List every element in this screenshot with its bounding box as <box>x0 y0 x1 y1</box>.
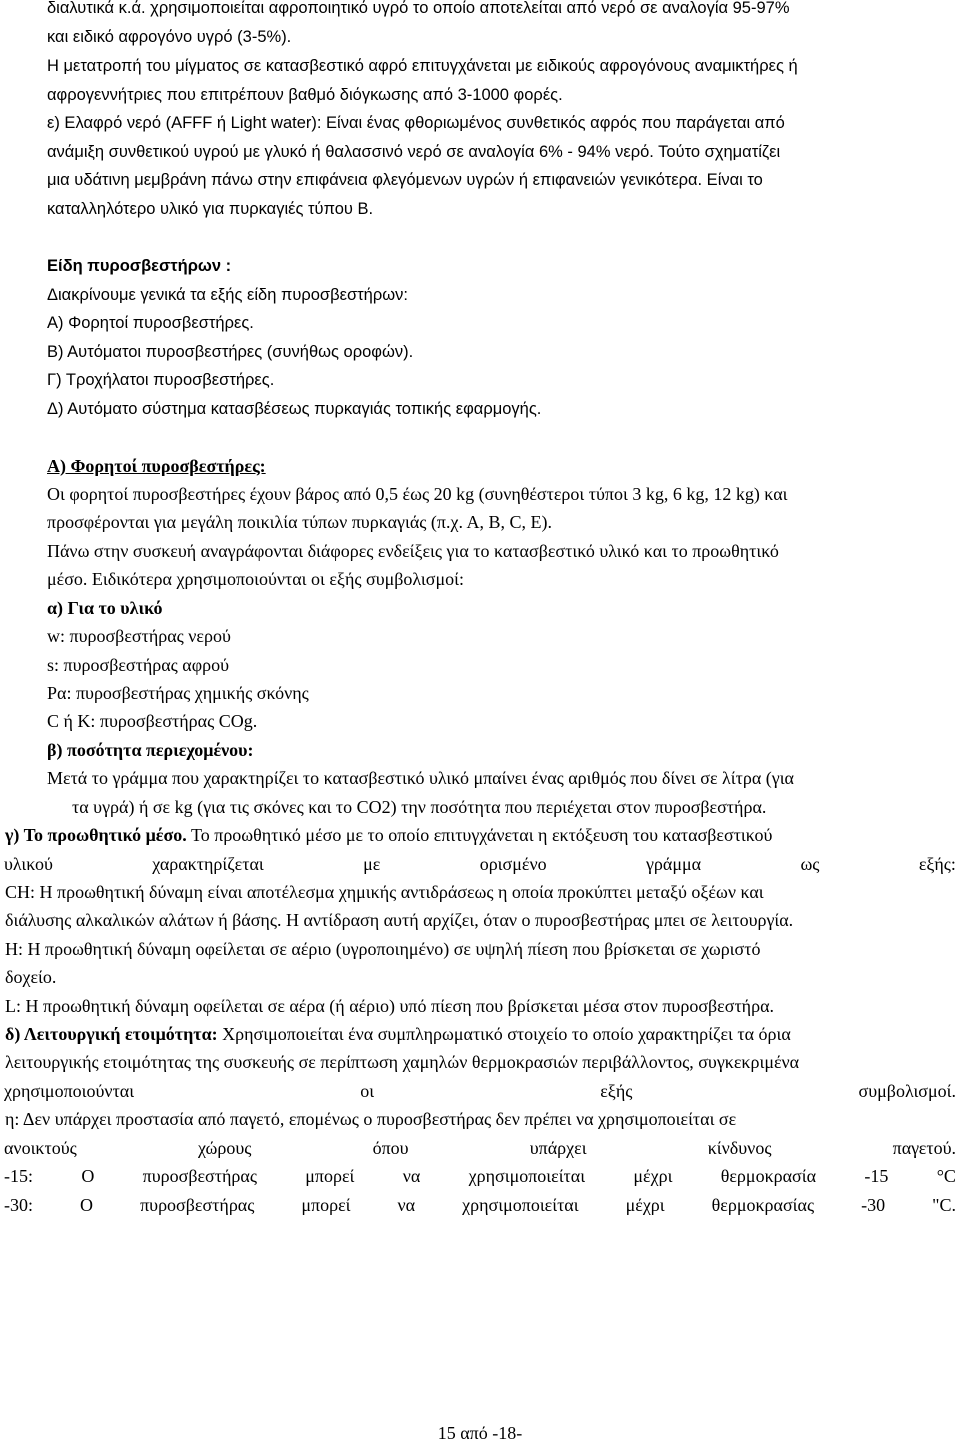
word: -15 <box>864 1166 889 1186</box>
page-number: 15 από -18- <box>437 1423 523 1443</box>
word: υλικού <box>4 854 53 874</box>
word: ως <box>800 854 820 874</box>
text-line: μια υδάτινη μεμβράνη πάνω στην επιφάνεια φλεγόμενων υγρών ή επιφανειών γενικότερα. Είναι το <box>47 171 763 189</box>
text-line: s: πυροσβεστήρας αφρού <box>47 655 230 675</box>
word: μέχρι <box>633 1166 673 1186</box>
text-line: προσφέρονται για μεγάλη ποικιλία τύπων πυρκαγιάς (π.χ. Α, Β, C, Ε). <box>47 512 552 532</box>
word: παγετού. <box>892 1138 956 1158</box>
text-line: Διακρίνουμε γενικά τα εξής είδη πυροσβεστήρων: <box>47 286 408 304</box>
list-item: Δ) Αυτόματο σύστημα κατασβέσεως πυρκαγιάς τοπικής εφαρμογής. <box>47 400 542 418</box>
word: -30 <box>861 1195 886 1215</box>
word: θερμοκρασίας <box>711 1195 815 1215</box>
word: συμβολισμοί. <box>858 1081 956 1101</box>
list-item: Α) Φορητοί πυροσβεστήρες. <box>47 314 254 332</box>
text-line: Η: Η προωθητική δύναμη οφείλεται σε αέριο (υγροποιημένο) σε υψηλή πίεση που βρίσκεται σε χωριστό <box>5 939 761 959</box>
word: μπορεί <box>305 1166 355 1186</box>
text-line: Οι φορητοί πυροσβεστήρες έχουν βάρος από 0,5 έως 20 kg (συνηθέστεροι τύποι 3 kg, 6 kg, 12 kg) και <box>47 484 788 504</box>
text-line: w: πυροσβεστήρας νερού <box>47 626 231 646</box>
word: με <box>363 854 381 874</box>
text-line: λειτουργικής ετοιμότητας της συσκευής σε περίπτωση χαμηλών θερμοκρασιών περιβάλλοντος, συγκεκριμένα <box>5 1052 800 1072</box>
word: γράμμα <box>645 854 702 874</box>
justified-line <box>4 1165 956 1187</box>
word: χαρακτηρίζεται <box>152 854 264 874</box>
word: °C <box>936 1166 956 1186</box>
subheading: β) ποσότητα περιεχομένου: <box>47 740 254 760</box>
text-line: Ρα: πυροσβεστήρας χημικής σκόνης <box>47 683 309 703</box>
subheading: γ) Το προωθητικό μέσο. <box>5 825 187 845</box>
word: μπορεί <box>301 1195 351 1215</box>
word: -15: <box>4 1166 33 1186</box>
word: υπάρχει <box>529 1138 587 1158</box>
text-line: Μετά το γράμμα που χαρακτηρίζει το κατασβεστικό υλικό μπαίνει ένας αριθμός που δίνει σε λίτρα (για <box>47 768 794 788</box>
justified-line <box>4 1080 956 1102</box>
text-line: ε) Ελαφρό νερό (AFFF ή Light water): Είναι ένας φθοριωμένος συνθετικός αφρός που παράγεται από <box>47 114 785 132</box>
word: οι <box>360 1081 375 1101</box>
word: χώρους <box>197 1138 252 1158</box>
word: μέχρι <box>625 1195 665 1215</box>
text-line: καταλληλότερο υλικό για πυρκαγιές τύπου Β. <box>47 200 374 218</box>
text-run: Το προωθητικό μέσο με το οποίο επιτυγχάνεται η εκτόξευση του κατασβεστικού <box>190 825 773 845</box>
justified-line <box>4 853 956 875</box>
text-line: Η μετατροπή του μίγματος σε κατασβεστικό αφρό επιτυγχάνεται με ειδικούς αφρογόνους αναμικτήρες ή <box>47 57 798 75</box>
text-line: τα υγρά) ή σε kg (για τις σκόνες και το CO2) την ποσότητα που περιέχεται στον πυροσβεστήρα. <box>72 797 767 817</box>
list-item: Γ) Τροχήλατοι πυροσβεστήρες. <box>47 371 275 389</box>
text-line <box>5 1023 791 1045</box>
text-line: η: Δεν υπάρχει προστασία από παγετό, επομένως ο πυροσβεστήρας δεν πρέπει να χρησιμοποιείται σε <box>5 1109 737 1129</box>
word: κίνδυνος <box>707 1138 772 1158</box>
word: όπου <box>372 1138 409 1158</box>
word: "C. <box>932 1195 956 1215</box>
text-line: δοχείο. <box>5 967 57 987</box>
section-heading: Είδη πυροσβεστήρων : <box>47 257 232 275</box>
word: Ο <box>81 1166 95 1186</box>
justified-line <box>4 1194 956 1216</box>
word: πυροσβεστήρας <box>140 1195 255 1215</box>
text-line <box>5 824 772 846</box>
text-line: CH: Η προωθητική δύναμη είναι αποτέλεσμα χημικής αντιδράσεως η οποία προκύπτει μεταξύ οξέων και <box>5 882 764 902</box>
word: πυροσβεστήρας <box>142 1166 257 1186</box>
subheading: δ) Λειτουργική ετοιμότητα: <box>5 1024 218 1044</box>
text-line: μέσο. Ειδικότερα χρησιμοποιούνται οι εξής συμβολισμοί: <box>47 569 464 589</box>
section-heading: Α) Φορητοί πυροσβεστήρες: <box>47 456 266 476</box>
word: χρησιμοποιείται <box>468 1166 586 1186</box>
text-line: διάλυσης αλκαλικών αλάτων ή βάσης. Η αντίδραση αυτή αρχίζει, όταν ο πυροσβεστήρας μπει σε λειτουργία. <box>5 910 794 930</box>
text-line: ανάμιξη συνθετικού υγρού με γλυκό ή θαλασσινό νερό σε αναλογία 6% - 94% νερό. Τούτο σχηματίζει <box>47 143 781 161</box>
word: ανοικτούς <box>4 1138 77 1158</box>
text-run: Χρησιμοποιείται ένα συμπληρωματικό στοιχείο το οποίο χαρακτηρίζει τα όρια <box>222 1024 791 1044</box>
word: χρησιμοποιούνται <box>4 1081 135 1101</box>
word: Ο <box>80 1195 94 1215</box>
text-line: L: Η προωθητική δύναμη οφείλεται σε αέρα (ή αέριο) υπό πίεση που βρίσκεται μέσα στον πυροσβεστήρα. <box>5 996 775 1016</box>
word: εξής: <box>918 854 956 874</box>
word: εξής <box>600 1081 633 1101</box>
word: ορισμένο <box>479 854 547 874</box>
word: χρησιμοποιείται <box>462 1195 579 1215</box>
word: -30: <box>4 1195 33 1215</box>
justified-line <box>4 1137 956 1159</box>
word: θερμοκρασία <box>720 1166 817 1186</box>
text-line: και ειδικό αφρογόνο υγρό (3-5%). <box>47 28 292 46</box>
text-line: αφρογεννήτριες που επιτρέπουν βαθμό διόγκωσης από 3-1000 φορές. <box>47 86 563 104</box>
list-item: Β) Αυτόματοι πυροσβεστήρες (συνήθως οροφών). <box>47 343 414 361</box>
text-line: C ή Κ: πυροσβεστήρας COg. <box>47 711 258 731</box>
subheading: α) Για το υλικό <box>47 598 163 618</box>
word: να <box>402 1166 421 1186</box>
word: να <box>397 1195 416 1215</box>
text-line: Πάνω στην συσκευή αναγράφονται διάφορες ενδείξεις για το κατασβεστικό υλικό και το προωθητικό <box>47 541 779 561</box>
text-line: διαλυτικά κ.ά. χρησιμοποιείται αφροποιητικό υγρό το οποίο αποτελείται από νερό σε αναλογία 95-97% <box>47 0 790 17</box>
